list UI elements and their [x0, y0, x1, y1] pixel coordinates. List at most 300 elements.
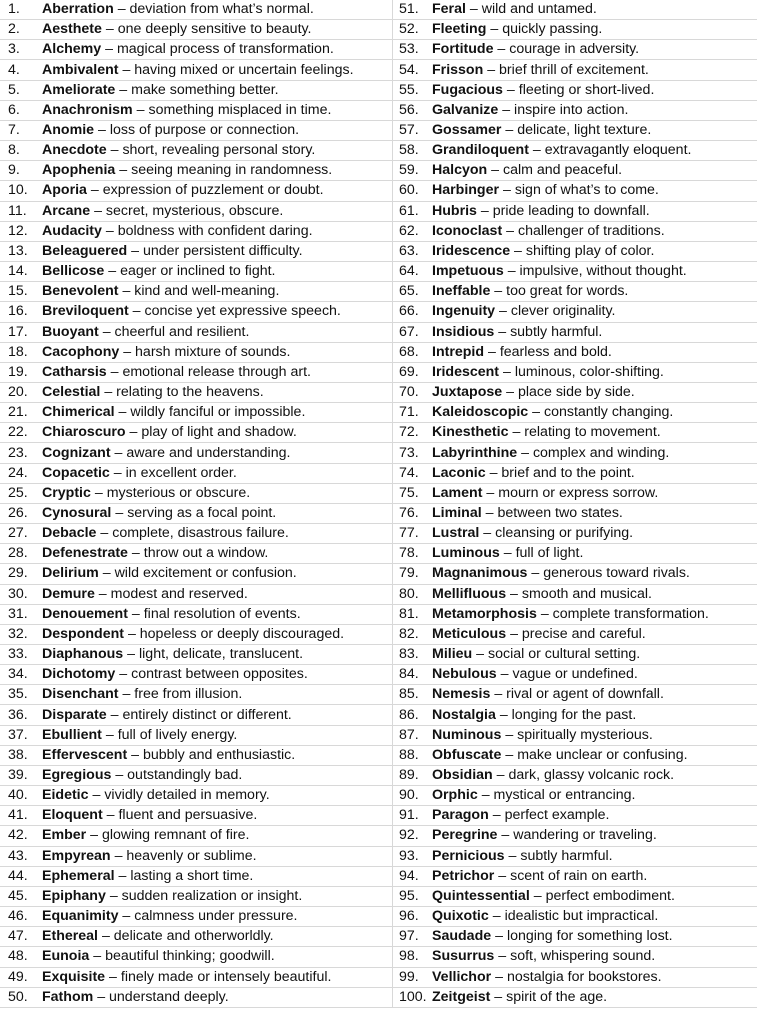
word-entry — [0, 988, 392, 1008]
entry-definition: something misplaced in time. — [148, 101, 332, 118]
word-entry — [0, 343, 392, 363]
entry-definition: finely made or intensely beautiful. — [120, 968, 332, 985]
entry-dash: – — [495, 968, 503, 985]
entry-number: 78. — [399, 545, 419, 562]
entry-term: Aberration — [42, 1, 114, 18]
entry-text — [432, 101, 628, 120]
entry-number: 83. — [399, 646, 419, 663]
entry-dash: – — [502, 363, 511, 380]
entry-dash: – — [115, 504, 124, 521]
entry-text — [42, 867, 253, 886]
entry-number: 90. — [399, 787, 419, 804]
entry-definition: entirely distinct or different. — [122, 706, 292, 723]
entry-definition: in excellent order. — [125, 464, 237, 481]
entry-term: Pernicious — [432, 847, 505, 864]
entry-dash: – — [503, 545, 512, 562]
entry-definition: seeing meaning in randomness. — [131, 162, 333, 179]
word-entry — [0, 968, 392, 988]
entry-text — [42, 806, 257, 825]
word-entry — [393, 161, 757, 181]
word-entry — [0, 323, 392, 343]
entry-definition: cheerful and resilient. — [114, 323, 250, 340]
entry-number: 27. — [8, 525, 28, 542]
entry-dash: – — [110, 706, 119, 723]
entry-number: 13. — [8, 242, 28, 259]
word-entry — [393, 20, 757, 40]
word-entry — [0, 867, 392, 887]
entry-definition: longing for something lost. — [506, 928, 673, 945]
entry-text — [432, 625, 646, 644]
entry-number: 63. — [399, 242, 419, 259]
entry-number: 3. — [8, 41, 20, 58]
entry-definition: sudden realization or insight. — [121, 887, 303, 904]
entry-number: 20. — [8, 384, 28, 401]
entry-dash: – — [496, 767, 505, 784]
word-entry — [393, 847, 757, 867]
entry-term: Galvanize — [432, 101, 499, 118]
entry-dash: – — [506, 384, 515, 401]
entry-text — [432, 726, 653, 745]
entry-definition: emotional release through art. — [122, 363, 311, 380]
word-entry — [393, 504, 757, 524]
entry-text — [42, 927, 274, 946]
word-entry — [0, 40, 392, 60]
word-entry — [393, 0, 757, 20]
entry-definition: spirit of the age. — [506, 988, 608, 1005]
entry-text — [42, 161, 332, 180]
entry-dash: – — [492, 908, 501, 925]
entry-definition: wild excitement or confusion. — [114, 565, 297, 582]
entry-term: Ineffable — [432, 283, 491, 300]
entry-definition: magical process of transformation. — [116, 41, 334, 58]
entry-text — [42, 282, 279, 301]
entry-term: Disparate — [42, 706, 107, 723]
entry-dash: – — [114, 847, 123, 864]
entry-text — [42, 0, 314, 19]
word-entry — [393, 383, 757, 403]
entry-text — [432, 988, 607, 1007]
entry-definition: extravagantly eloquent. — [544, 142, 692, 159]
entry-number: 44. — [8, 867, 28, 884]
entry-number: 94. — [399, 867, 419, 884]
word-entry — [0, 826, 392, 846]
entry-number: 77. — [399, 525, 419, 542]
word-entry — [393, 141, 757, 161]
entry-number: 53. — [399, 41, 419, 58]
entry-number: 96. — [399, 908, 419, 925]
entry-term: Celestial — [42, 384, 101, 401]
entry-dash: – — [119, 81, 128, 98]
entry-definition: make unclear or confusing. — [517, 746, 688, 763]
entry-term: Insidious — [432, 323, 495, 340]
entry-text — [42, 746, 295, 765]
entry-term: Effervescent — [42, 746, 128, 763]
entry-definition: delicate and otherworldly. — [113, 928, 274, 945]
entry-text — [42, 101, 331, 120]
entry-text — [42, 61, 354, 80]
entry-dash: – — [117, 1, 126, 18]
entry-dash: – — [505, 746, 514, 763]
word-entry — [0, 141, 392, 161]
entry-definition: smooth and musical. — [521, 585, 653, 602]
entry-text — [432, 262, 687, 281]
entry-dash: – — [97, 122, 106, 139]
entry-definition: soft, whispering sound. — [510, 948, 656, 965]
entry-definition: modest and reserved. — [110, 585, 248, 602]
entry-term: Labyrinthine — [432, 444, 518, 461]
word-entry — [0, 786, 392, 806]
entry-term: Orphic — [432, 787, 478, 804]
entry-term: Intrepid — [432, 343, 485, 360]
entry-number: 54. — [399, 61, 419, 78]
entry-text — [42, 847, 257, 866]
entry-term: Eloquent — [42, 807, 103, 824]
word-entry — [393, 947, 757, 967]
word-entry — [0, 907, 392, 927]
word-entry — [393, 685, 757, 705]
entry-dash: – — [540, 605, 549, 622]
word-entry — [393, 746, 757, 766]
entry-definition: complete transformation. — [552, 605, 709, 622]
entry-text — [432, 645, 640, 664]
entry-term: Aesthete — [42, 21, 102, 38]
entry-definition: understand deeply. — [109, 988, 229, 1005]
entry-number: 88. — [399, 746, 419, 763]
word-entry — [393, 927, 757, 947]
entry-term: Juxtapose — [432, 384, 503, 401]
entry-number: 2. — [8, 21, 20, 38]
entry-term: Dichotomy — [42, 666, 116, 683]
entry-definition: clever originality. — [510, 303, 616, 320]
word-entry — [393, 81, 757, 101]
word-entry — [0, 443, 392, 463]
entry-dash: – — [97, 988, 106, 1005]
word-entry — [0, 121, 392, 141]
entry-term: Eidetic — [42, 787, 89, 804]
entry-definition: harsh mixture of sounds. — [135, 343, 291, 360]
entry-definition: relating to the heavens. — [116, 384, 264, 401]
entry-number: 72. — [399, 424, 419, 441]
word-entry — [393, 766, 757, 786]
entry-dash: – — [131, 746, 140, 763]
word-entry — [0, 645, 392, 665]
entry-text — [432, 121, 651, 140]
word-entry — [393, 484, 757, 504]
entry-text — [432, 403, 673, 422]
entry-text — [432, 847, 613, 866]
entry-term: Catharsis — [42, 363, 107, 380]
entry-term: Fugacious — [432, 81, 503, 98]
word-entry — [393, 564, 757, 584]
entry-text — [432, 202, 650, 221]
word-entry — [0, 423, 392, 443]
entry-dash: – — [487, 343, 496, 360]
entry-text — [432, 585, 652, 604]
entry-term: Buoyant — [42, 323, 99, 340]
entry-text — [432, 685, 664, 704]
entry-dash: – — [508, 847, 517, 864]
entry-number: 58. — [399, 142, 419, 159]
entry-number: 61. — [399, 202, 419, 219]
entry-text — [42, 685, 242, 704]
entry-definition: dark, glassy volcanic rock. — [508, 767, 675, 784]
entry-definition: quickly passing. — [502, 21, 603, 38]
entry-definition: sign of what’s to come. — [514, 182, 659, 199]
entry-number: 60. — [399, 182, 419, 199]
entry-definition: having mixed or uncertain feelings. — [134, 61, 354, 78]
entry-term: Halcyon — [432, 162, 488, 179]
entry-definition: eager or inclined to fight. — [120, 263, 276, 280]
entry-definition: social or cultural setting. — [488, 646, 641, 663]
entry-number: 89. — [399, 767, 419, 784]
entry-number: 35. — [8, 686, 28, 703]
entry-text — [432, 141, 691, 160]
entry-term: Lustral — [432, 525, 480, 542]
entry-term: Equanimity — [42, 908, 119, 925]
entry-number: 97. — [399, 928, 419, 945]
entry-dash: – — [506, 81, 515, 98]
entry-text — [432, 222, 665, 241]
entry-dash: – — [500, 666, 509, 683]
entry-term: Arcane — [42, 202, 91, 219]
entry-term: Ethereal — [42, 928, 98, 945]
entry-term: Impetuous — [432, 263, 504, 280]
entry-definition: boldness with confident daring. — [117, 222, 313, 239]
entry-definition: outstandingly bad. — [127, 767, 243, 784]
entry-definition: lasting a short time. — [130, 867, 254, 884]
entry-term: Beleaguered — [42, 242, 128, 259]
word-entry — [393, 202, 757, 222]
entry-definition: mystical or entrancing. — [493, 787, 636, 804]
word-entry — [0, 726, 392, 746]
entry-term: Debacle — [42, 525, 97, 542]
entry-dash: – — [94, 202, 102, 219]
word-entry — [0, 847, 392, 867]
entry-text — [432, 806, 609, 825]
entry-number: 47. — [8, 928, 28, 945]
entry-text — [42, 625, 344, 644]
word-entry — [393, 826, 757, 846]
entry-term: Fortitude — [432, 41, 494, 58]
entry-definition: under persistent difficulty. — [142, 242, 303, 259]
word-entry — [393, 705, 757, 725]
entry-number: 73. — [399, 444, 419, 461]
entry-dash: – — [532, 142, 541, 159]
entry-text — [42, 665, 308, 684]
entry-definition: full of light. — [515, 545, 584, 562]
word-entry — [393, 363, 757, 383]
entry-dash: – — [106, 807, 115, 824]
entry-text — [432, 81, 654, 100]
entry-dash: – — [499, 706, 508, 723]
entry-term: Defenestrate — [42, 545, 128, 562]
entry-dash: – — [122, 283, 131, 300]
word-entry — [393, 907, 757, 927]
entry-text — [432, 524, 633, 543]
entry-term: Nebulous — [432, 666, 497, 683]
entry-number: 42. — [8, 827, 28, 844]
entry-term: Epiphany — [42, 887, 106, 904]
entry-number: 76. — [399, 504, 419, 521]
entry-number: 41. — [8, 807, 28, 824]
entry-number: 16. — [8, 303, 28, 320]
entry-definition: heavenly or sublime. — [126, 847, 257, 864]
entry-term: Cacophony — [42, 343, 120, 360]
entry-term: Ephemeral — [42, 867, 115, 884]
entry-term: Nemesis — [432, 686, 491, 703]
word-entry — [0, 262, 392, 282]
entry-text — [42, 40, 334, 59]
entry-number: 19. — [8, 363, 28, 380]
entry-text — [432, 242, 654, 261]
entry-term: Frisson — [432, 61, 484, 78]
entry-definition: wildly fanciful or impossible. — [130, 404, 306, 421]
entry-definition: relating to movement. — [524, 424, 661, 441]
word-entry — [393, 786, 757, 806]
entry-text — [432, 968, 662, 987]
entry-number: 33. — [8, 646, 28, 663]
entry-term: Nostalgia — [432, 706, 496, 723]
entry-number: 52. — [399, 21, 419, 38]
word-entry — [0, 544, 392, 564]
entry-number: 48. — [8, 948, 28, 965]
entry-number: 70. — [399, 384, 419, 401]
entry-dash: – — [118, 867, 127, 884]
entry-number: 56. — [399, 101, 419, 118]
entry-term: Liminal — [432, 504, 482, 521]
entry-definition: fleeting or short-lived. — [518, 81, 655, 98]
word-entry — [393, 806, 757, 826]
word-entry — [393, 726, 757, 746]
entry-term: Eunoia — [42, 948, 90, 965]
word-entry — [0, 947, 392, 967]
entry-dash: – — [498, 867, 507, 884]
entry-text — [432, 665, 638, 684]
entry-dash: – — [498, 948, 507, 965]
entry-definition: mourn or express sorrow. — [498, 484, 659, 501]
entry-definition: courage in adversity. — [509, 41, 640, 58]
entry-text — [432, 484, 658, 503]
entry-definition: subtly harmful. — [510, 323, 603, 340]
word-entry — [0, 766, 392, 786]
entry-text — [42, 907, 298, 926]
entry-definition: pride leading to downfall. — [492, 202, 650, 219]
entry-term: Ebullient — [42, 726, 102, 743]
entry-dash: – — [490, 21, 499, 38]
entry-definition: final resolution of events. — [143, 605, 301, 622]
word-entry — [0, 705, 392, 725]
entry-term: Cynosural — [42, 504, 112, 521]
entry-term: Alchemy — [42, 41, 102, 58]
entry-number: 11. — [8, 202, 27, 219]
entry-term: Empyrean — [42, 847, 111, 864]
entry-number: 25. — [8, 484, 28, 501]
entry-text — [42, 988, 229, 1007]
entry-definition: deviation from what’s normal. — [129, 1, 314, 18]
word-entry — [0, 0, 392, 20]
word-entry — [393, 544, 757, 564]
word-entry — [393, 242, 757, 262]
entry-term: Kinesthetic — [432, 424, 509, 441]
entry-definition: fearless and bold. — [499, 343, 612, 360]
entry-dash: – — [489, 464, 498, 481]
word-entry — [0, 806, 392, 826]
entry-term: Exquisite — [42, 968, 106, 985]
entry-term: Iridescence — [432, 242, 511, 259]
entry-definition: kind and well-meaning. — [134, 283, 280, 300]
entry-definition: vague or undefined. — [512, 666, 638, 683]
entry-definition: longing for the past. — [511, 706, 637, 723]
entry-term: Peregrine — [432, 827, 498, 844]
word-entry — [393, 60, 757, 80]
entry-text — [42, 181, 324, 200]
entry-term: Obfuscate — [432, 746, 502, 763]
word-entry — [0, 585, 392, 605]
entry-dash: – — [100, 525, 109, 542]
entry-dash: – — [105, 726, 114, 743]
entry-dash: – — [494, 283, 503, 300]
entry-text — [432, 907, 658, 926]
entry-definition: between two states. — [497, 504, 623, 521]
entry-term: Paragon — [432, 807, 489, 824]
entry-definition: secret, mysterious, obscure. — [105, 202, 284, 219]
entry-number: 12. — [8, 222, 28, 239]
entry-definition: brief and to the point. — [501, 464, 635, 481]
word-entry — [0, 181, 392, 201]
entry-term: Lament — [432, 484, 483, 501]
entry-definition: throw out a window. — [143, 545, 269, 562]
entry-term: Mellifluous — [432, 585, 507, 602]
entry-term: Numinous — [432, 726, 502, 743]
entry-definition: one deeply sensitive to beauty. — [117, 21, 312, 38]
entry-dash: – — [109, 887, 118, 904]
entry-number: 98. — [399, 948, 419, 965]
entry-number: 67. — [399, 323, 419, 340]
entry-text — [42, 766, 242, 785]
entry-definition: luminous, color-shifting. — [514, 363, 664, 380]
entry-definition: complete, disastrous failure. — [112, 525, 289, 542]
word-entry — [393, 222, 757, 242]
entry-definition: wandering or traveling. — [513, 827, 657, 844]
entry-text — [432, 786, 635, 805]
word-entry — [0, 746, 392, 766]
word-entry — [393, 585, 757, 605]
entry-dash: – — [514, 242, 522, 259]
word-entry — [0, 161, 392, 181]
entry-text — [432, 605, 709, 624]
word-entry — [0, 625, 392, 645]
entry-term: Cognizant — [42, 444, 111, 461]
entry-dash: – — [487, 61, 496, 78]
entry-text — [432, 61, 649, 80]
entry-term: Disenchant — [42, 686, 119, 703]
entry-text — [432, 564, 690, 583]
entry-text — [42, 544, 268, 563]
entry-number: 14. — [8, 263, 28, 280]
entry-number: 68. — [399, 343, 419, 360]
entry-text — [42, 121, 299, 140]
entry-dash: – — [90, 182, 99, 199]
word-entry — [393, 40, 757, 60]
entry-dash: – — [485, 504, 494, 521]
entry-dash: – — [90, 827, 98, 844]
entry-definition: serving as a focal point. — [127, 504, 277, 521]
entry-term: Metamorphosis — [432, 605, 537, 622]
entry-dash: – — [101, 928, 110, 945]
entry-term: Ameliorate — [42, 81, 116, 98]
entry-definition: idealistic but impractical. — [504, 908, 659, 925]
entry-term: Delirium — [42, 565, 99, 582]
